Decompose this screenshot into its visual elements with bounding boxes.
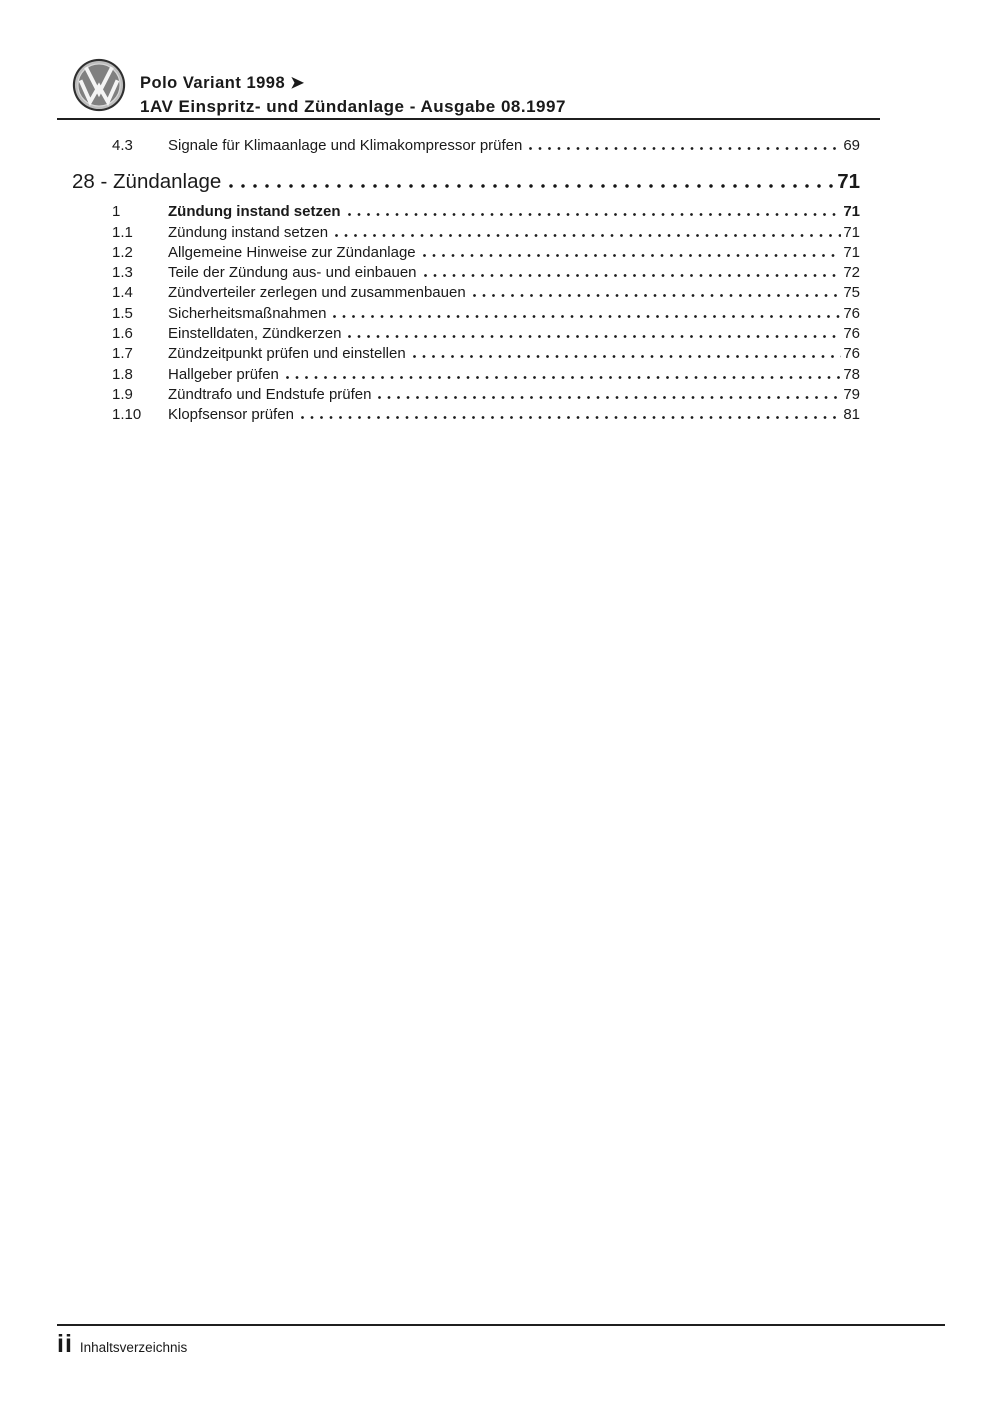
toc-item-title: Zündung instand setzen — [168, 203, 341, 221]
toc-item-number: 1.3 — [112, 264, 133, 282]
vw-logo-icon — [72, 58, 126, 112]
toc-row — [57, 136, 860, 156]
toc-page-number: 72 — [843, 264, 860, 282]
toc-row — [57, 243, 860, 263]
toc-page-number: 76 — [843, 345, 860, 363]
toc-row — [57, 365, 860, 385]
spacer — [57, 195, 860, 202]
toc-item-title: Zündung instand setzen — [168, 223, 329, 241]
leader-dots — [423, 254, 842, 257]
toc-item-number: 1.9 — [112, 385, 133, 403]
toc-page-number: 76 — [843, 304, 860, 322]
leader-dots — [424, 274, 842, 277]
leader-dots — [229, 184, 835, 188]
toc-row — [57, 385, 860, 405]
toc-item-number: 1.5 — [112, 304, 133, 322]
toc-row — [57, 263, 860, 283]
leader-dots — [333, 315, 841, 318]
toc-page-number: 71 — [843, 223, 860, 241]
toc-item-number: 1.7 — [112, 345, 133, 363]
toc-item-title: Hallgeber prüfen — [168, 365, 279, 383]
leader-dots — [529, 147, 841, 150]
toc-item-number: 1.6 — [112, 325, 133, 343]
toc-item-title: Allgemeine Hinweise zur Zündanlage — [168, 243, 416, 261]
toc-row — [57, 202, 860, 222]
footer-divider — [57, 1324, 945, 1326]
toc-item-title: Zündverteiler zerlegen und zusammenbauen — [168, 284, 466, 302]
leader-dots — [348, 213, 842, 216]
toc-page-number: 71 — [843, 203, 860, 221]
toc-page-number: 69 — [843, 137, 860, 154]
footer-page-number: ii — [57, 1330, 73, 1358]
header-manual-title: 1AV Einspritz- und Zündanlage - Ausgabe 08.1997 — [140, 97, 566, 116]
spacer — [57, 156, 860, 169]
toc-page-number: 81 — [843, 406, 860, 424]
leader-dots — [286, 376, 841, 379]
document-header — [140, 72, 566, 118]
toc-item-number: 1.10 — [112, 406, 142, 424]
leader-dots — [378, 396, 841, 399]
toc-page-number: 76 — [843, 325, 860, 343]
toc-item-title: Signale für Klimaanlage und Klimakompressor prüfen — [168, 137, 523, 154]
toc-row — [57, 223, 860, 243]
toc-item-number: 1.2 — [112, 243, 133, 261]
toc-page-number: 71 — [843, 243, 860, 261]
toc-page-number: 75 — [843, 284, 860, 302]
toc-page-number: 71 — [837, 170, 860, 194]
toc-item-number: 1.4 — [112, 284, 133, 302]
toc-item-title: Klopfsensor prüfen — [168, 406, 294, 424]
footer-section-label: Inhaltsverzeichnis — [79, 1340, 188, 1355]
toc-chapter-heading — [72, 169, 860, 195]
toc-row — [57, 324, 860, 344]
toc-row — [57, 405, 860, 425]
toc-item-title: Teile der Zündung aus- und einbauen — [168, 264, 417, 282]
header-model-title: Polo Variant 1998 ➤ — [140, 74, 305, 92]
toc-page-number: 78 — [843, 365, 860, 383]
document-footer — [57, 1330, 187, 1359]
leader-dots — [348, 335, 841, 338]
leader-dots — [301, 416, 841, 419]
leader-dots — [473, 294, 842, 297]
toc-item-title: Sicherheitsmaßnahmen — [168, 304, 327, 322]
toc-item-title: Zündtrafo und Endstufe prüfen — [168, 385, 372, 403]
header-divider — [57, 118, 880, 120]
toc-item-number: 1.8 — [112, 365, 133, 383]
toc-item-number: 4.3 — [112, 137, 133, 154]
toc-row — [57, 344, 860, 364]
toc-item-number: 1.1 — [112, 223, 133, 241]
toc-item-title: Zündzeitpunkt prüfen und einstellen — [168, 345, 406, 363]
toc-item-title: Einstelldaten, Zündkerzen — [168, 325, 342, 343]
toc-item-number: 1 — [112, 203, 121, 221]
toc-row — [57, 283, 860, 303]
toc-page-number: 79 — [843, 385, 860, 403]
table-of-contents — [57, 136, 860, 426]
toc-chapter-label: 28 - Zündanlage — [72, 170, 222, 194]
leader-dots — [413, 355, 842, 358]
toc-row — [57, 304, 860, 324]
leader-dots — [335, 234, 841, 237]
